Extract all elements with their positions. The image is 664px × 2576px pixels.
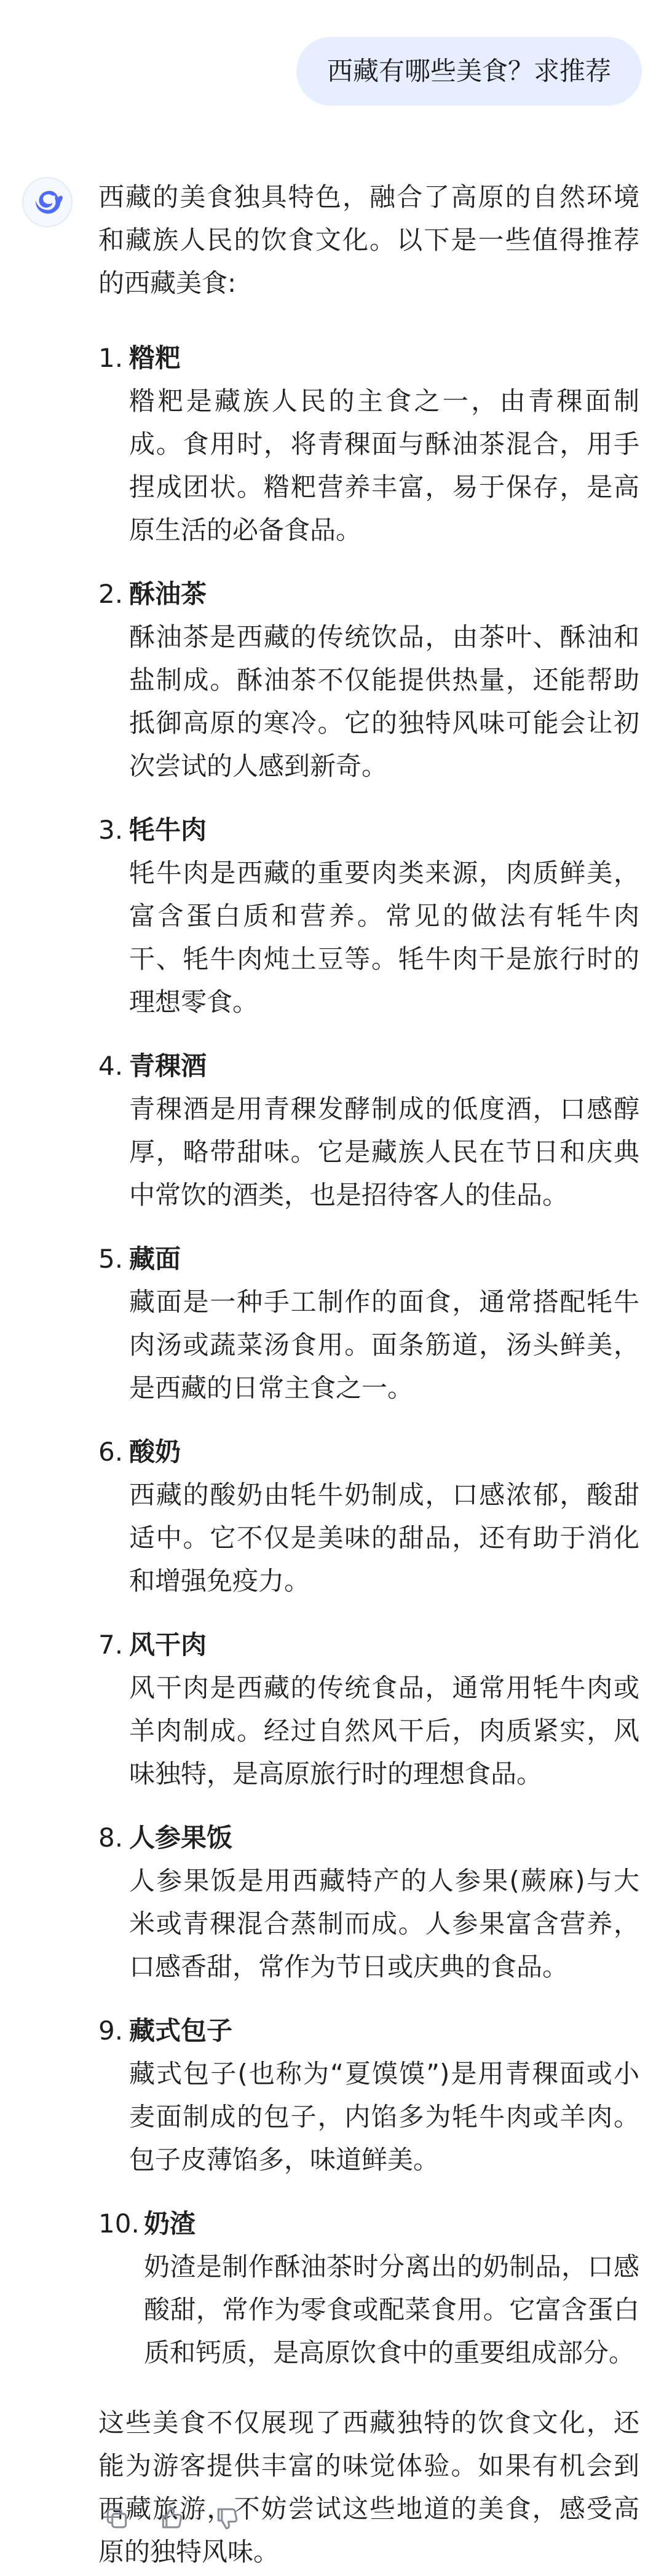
item-body <box>129 1624 639 1796</box>
item-body <box>129 2009 639 2181</box>
item-title: 牦牛肉 <box>129 815 207 845</box>
item-number: 6. <box>98 1437 124 1467</box>
item-number: 10. <box>98 2209 140 2239</box>
item-body <box>144 2202 639 2374</box>
item-number: 9. <box>98 2016 124 2046</box>
food-list <box>98 337 639 2374</box>
message-actions <box>98 2500 246 2537</box>
item-description: 西藏的酸奶由牦牛奶制成，口感浓郁，酸甜适中。它不仅是美味的甜品，还有助于消化和增强免疫力。 <box>129 1480 639 1596</box>
thumbs-down-icon <box>214 2505 241 2532</box>
copy-button[interactable] <box>98 2500 135 2537</box>
item-description: 青稞酒是用青稞发酵制成的低度酒，口感醇厚，略带甜味。它是藏族人民在节日和庆典中常饮的酒类，也是招待客人的佳品。 <box>129 1094 639 1210</box>
item-title: 酥油茶 <box>129 579 207 609</box>
item-number: 3. <box>98 815 124 845</box>
item-title: 奶渣 <box>144 2209 196 2239</box>
list-item <box>98 809 639 1024</box>
list-item <box>98 1238 639 1410</box>
item-body <box>129 1816 639 1989</box>
copy-icon <box>103 2505 130 2532</box>
answer-conclusion: 这些美食不仅展现了西藏独特的饮食文化，还能为游客提供丰富的味觉体验。如果有机会到西藏旅游，不妨尝试这些地道的美食，感受高原的独特风味。 <box>98 2408 639 2567</box>
assistant-logo-icon <box>30 184 65 220</box>
item-title: 风干肉 <box>129 1630 207 1660</box>
item-description: 糌粑是藏族人民的主食之一，由青稞面制成。食用时，将青稞面与酥油茶混合，用手捏成团状。糌粑营养丰富，易于保存，是高原生活的必备食品。 <box>129 386 639 545</box>
list-item <box>98 337 639 552</box>
list-item <box>98 1045 639 1217</box>
item-number: 1. <box>98 343 124 373</box>
user-message-bubble[interactable]: 西藏有哪些美食？求推荐 <box>296 37 642 106</box>
item-body <box>129 1238 639 1410</box>
item-title: 藏面 <box>129 1244 181 1274</box>
list-item <box>98 2202 639 2374</box>
item-title: 青稞酒 <box>129 1051 207 1081</box>
item-description: 奶渣是制作酥油茶时分离出的奶制品，口感酸甜，常作为零食或配菜食用。它富含蛋白质和钙质，是高原饮食中的重要组成部分。 <box>144 2252 639 2368</box>
thumbs-up-icon <box>159 2505 186 2532</box>
answer-intro: 西藏的美食独具特色，融合了高原的自然环境和藏族人民的饮食文化。以下是一些值得推荐的西藏美食: <box>98 182 639 298</box>
list-item <box>98 1431 639 1603</box>
item-number: 8. <box>98 1823 124 1853</box>
item-description: 藏式包子(也称为“夏馍馍”)是用青稞面或小麦面制成的包子，内馅多为牦牛肉或羊肉。包子皮薄馅多，味道鲜美。 <box>129 2059 639 2175</box>
item-body <box>129 573 639 788</box>
like-button[interactable] <box>154 2500 191 2537</box>
item-description: 酥油茶是西藏的传统饮品，由茶叶、酥油和盐制成。酥油茶不仅能提供热量，还能帮助抵御高原的寒冷。它的独特风味可能会让初次尝试的人感到新奇。 <box>129 622 639 781</box>
item-body <box>129 337 639 552</box>
assistant-avatar <box>22 177 73 227</box>
item-number: 2. <box>98 579 124 609</box>
dislike-button[interactable] <box>209 2500 246 2537</box>
item-title: 人参果饭 <box>129 1823 233 1853</box>
item-title: 藏式包子 <box>129 2016 233 2046</box>
item-number: 5. <box>98 1244 124 1274</box>
user-message-row <box>296 37 642 106</box>
item-description: 风干肉是西藏的传统食品，通常用牦牛肉或羊肉制成。经过自然风干后，肉质紧实，风味独特，是高原旅行时的理想食品。 <box>129 1673 639 1789</box>
list-item <box>98 2009 639 2181</box>
item-number: 4. <box>98 1051 124 1081</box>
item-description: 人参果饭是用西藏特产的人参果(蕨麻)与大米或青稞混合蒸制而成。人参果富含营养，口感香甜，常作为节日或庆典的食品。 <box>129 1866 639 1982</box>
assistant-message <box>98 176 639 2574</box>
item-description: 牦牛肉是西藏的重要肉类来源，肉质鲜美，富含蛋白质和营养。常见的做法有牦牛肉干、牦牛肉炖土豆等。牦牛肉干是旅行时的理想零食。 <box>129 858 639 1017</box>
item-title: 酸奶 <box>129 1437 181 1467</box>
item-body <box>129 1431 639 1603</box>
list-item <box>98 573 639 788</box>
list-item <box>98 1624 639 1796</box>
item-body <box>129 809 639 1024</box>
item-number: 7. <box>98 1630 124 1660</box>
item-body <box>129 1045 639 1217</box>
list-item <box>98 1816 639 1989</box>
item-title: 糌粑 <box>129 343 181 373</box>
item-description: 藏面是一种手工制作的面食，通常搭配牦牛肉汤或蔬菜汤食用。面条筋道，汤头鲜美，是西藏的日常主食之一。 <box>129 1287 639 1403</box>
